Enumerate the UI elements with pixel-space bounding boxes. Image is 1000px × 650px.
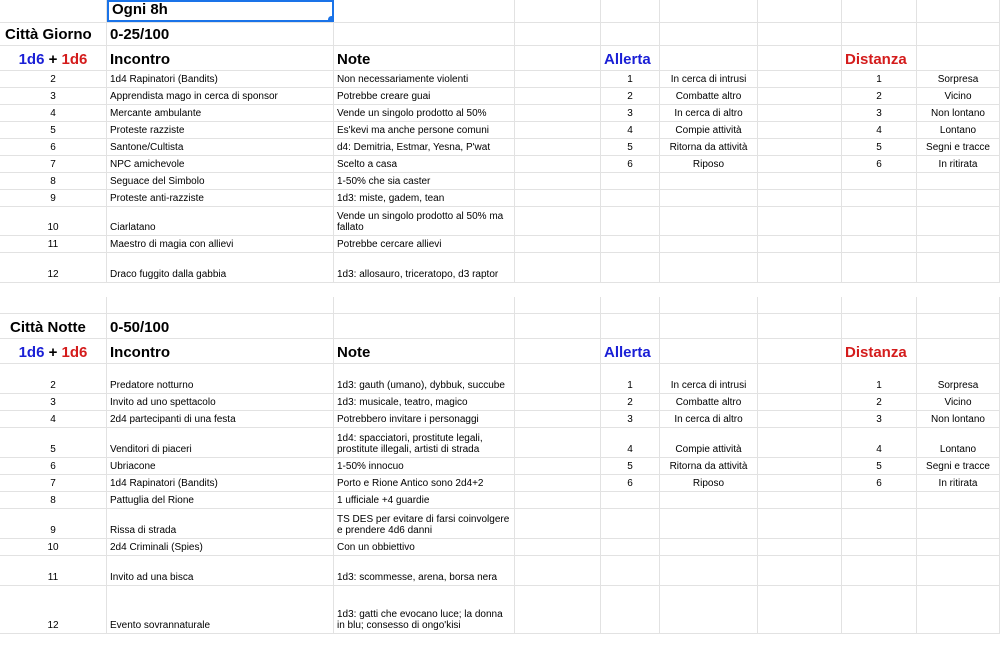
roll-cell[interactable]: 11 xyxy=(0,236,107,252)
cell[interactable] xyxy=(917,556,1000,585)
notes-header[interactable]: Note xyxy=(334,339,515,363)
distance-label-cell[interactable]: In ritirata xyxy=(917,156,1000,172)
cell[interactable] xyxy=(660,339,758,363)
alert-number-cell[interactable]: 1 xyxy=(601,71,660,87)
cell[interactable] xyxy=(515,339,601,363)
cell[interactable] xyxy=(515,71,601,87)
cell[interactable] xyxy=(758,475,842,491)
cell[interactable] xyxy=(917,46,1000,70)
cell[interactable] xyxy=(515,586,601,633)
table-row xyxy=(0,475,1000,492)
cell[interactable] xyxy=(601,539,660,555)
distance-number-cell[interactable]: 1 xyxy=(842,71,917,87)
cell[interactable] xyxy=(758,122,842,138)
table-row xyxy=(0,173,1000,190)
alert-label-cell[interactable]: In cerca di altro xyxy=(660,105,758,121)
roll-cell[interactable]: 6 xyxy=(0,139,107,155)
cell[interactable] xyxy=(0,297,107,313)
cell[interactable] xyxy=(758,428,842,457)
dice-plus: + xyxy=(48,51,58,68)
table-row xyxy=(0,556,1000,586)
roll-cell[interactable]: 8 xyxy=(0,173,107,189)
fill-handle[interactable] xyxy=(327,15,334,22)
alert-header[interactable]: Allerta xyxy=(601,339,660,363)
table-row xyxy=(0,539,1000,556)
cell[interactable] xyxy=(515,122,601,138)
distance-number-cell[interactable]: 4 xyxy=(842,122,917,138)
roll-cell[interactable]: 6 xyxy=(0,458,107,474)
note-cell[interactable]: 1 ufficiale +4 guardie xyxy=(334,492,515,508)
distance-label-cell[interactable]: Sorpresa xyxy=(917,364,1000,393)
distance-label-cell[interactable]: Sorpresa xyxy=(917,71,1000,87)
cell[interactable] xyxy=(758,556,842,585)
distance-number-cell[interactable]: 2 xyxy=(842,88,917,104)
note-cell[interactable]: 1-50% che sia caster xyxy=(334,173,515,189)
distance-label-cell[interactable]: Non lontano xyxy=(917,411,1000,427)
cell[interactable] xyxy=(515,190,601,206)
alert-label-cell[interactable]: Combatte altro xyxy=(660,394,758,410)
cell[interactable] xyxy=(660,173,758,189)
roll-cell[interactable]: 10 xyxy=(0,539,107,555)
encounter-cell[interactable]: Santone/Cultista xyxy=(107,139,334,155)
cell[interactable] xyxy=(601,509,660,538)
cell[interactable] xyxy=(515,539,601,555)
distance-label-cell[interactable]: Lontano xyxy=(917,428,1000,457)
roll-cell[interactable]: 12 xyxy=(0,253,107,282)
cell[interactable] xyxy=(758,46,842,70)
roll-cell[interactable]: 7 xyxy=(0,475,107,491)
alert-label-cell[interactable]: In cerca di altro xyxy=(660,411,758,427)
note-cell[interactable]: 1d3: gauth (umano), dybbuk, succube xyxy=(334,364,515,393)
cell[interactable] xyxy=(601,236,660,252)
cell[interactable] xyxy=(917,23,1000,45)
encounter-cell[interactable]: Proteste razziste xyxy=(107,122,334,138)
cell[interactable] xyxy=(515,458,601,474)
note-cell[interactable]: Potrebbero invitare i personaggi xyxy=(334,411,515,427)
dice-a: 1d6 xyxy=(18,51,45,68)
table-row xyxy=(0,428,1000,458)
dice-a: 1d6 xyxy=(18,344,45,361)
section-title[interactable]: Città Notte xyxy=(0,314,107,338)
cell[interactable] xyxy=(758,207,842,235)
note-cell[interactable]: 1d3: gatti che evocano luce; la donna in blu; consesso di ongo'kisi xyxy=(334,586,515,633)
cell[interactable] xyxy=(842,297,917,313)
table-row xyxy=(0,411,1000,428)
cell[interactable] xyxy=(758,71,842,87)
frequency-label: Ogni 8h xyxy=(112,1,168,18)
selected-cell-frequency[interactable] xyxy=(107,0,334,22)
note-cell[interactable]: 1-50% innocuo xyxy=(334,458,515,474)
table-row xyxy=(0,394,1000,411)
encounter-cell[interactable]: Ubriacone xyxy=(107,458,334,474)
cell[interactable] xyxy=(660,190,758,206)
dice-b: 1d6 xyxy=(61,51,88,68)
cell[interactable] xyxy=(601,207,660,235)
cell[interactable] xyxy=(758,23,842,45)
table-row xyxy=(0,88,1000,105)
distance-header[interactable]: Distanza xyxy=(842,46,917,70)
table-row xyxy=(0,122,1000,139)
cell[interactable] xyxy=(660,253,758,282)
cell[interactable] xyxy=(917,314,1000,338)
encounter-cell[interactable]: Seguace del Simbolo xyxy=(107,173,334,189)
roll-cell[interactable]: 3 xyxy=(0,88,107,104)
alert-number-cell[interactable]: 2 xyxy=(601,394,660,410)
cell[interactable] xyxy=(515,207,601,235)
cell[interactable] xyxy=(515,156,601,172)
cell[interactable] xyxy=(758,411,842,427)
cell[interactable] xyxy=(842,23,917,45)
roll-cell[interactable]: 4 xyxy=(0,411,107,427)
cell[interactable] xyxy=(0,0,107,22)
encounter-cell[interactable]: 1d4 Rapinatori (Bandits) xyxy=(107,71,334,87)
cell[interactable] xyxy=(601,173,660,189)
cell[interactable] xyxy=(758,190,842,206)
alert-number-cell[interactable]: 6 xyxy=(601,475,660,491)
note-cell[interactable]: 1d4: spacciatori, prostitute legali, prostitute illegali, artisti di strada xyxy=(334,428,515,457)
alert-label-cell[interactable]: Compie attività xyxy=(660,428,758,457)
cell[interactable] xyxy=(515,428,601,457)
encounter-header[interactable]: Incontro xyxy=(107,46,334,70)
roll-cell[interactable]: 9 xyxy=(0,509,107,538)
dice-plus: + xyxy=(48,344,58,361)
roll-cell[interactable]: 3 xyxy=(0,394,107,410)
cell[interactable] xyxy=(515,139,601,155)
cell[interactable] xyxy=(515,556,601,585)
distance-number-cell[interactable]: 3 xyxy=(842,105,917,121)
cell[interactable] xyxy=(758,236,842,252)
cell[interactable] xyxy=(758,0,842,22)
distance-label-cell[interactable]: Vicino xyxy=(917,88,1000,104)
alert-label-cell[interactable]: Compie attività xyxy=(660,122,758,138)
cell[interactable] xyxy=(758,539,842,555)
table-row xyxy=(0,492,1000,509)
section-title-row xyxy=(0,314,1000,339)
cell[interactable] xyxy=(660,0,758,22)
table-row xyxy=(0,71,1000,88)
cell[interactable] xyxy=(515,492,601,508)
cell[interactable] xyxy=(758,339,842,363)
encounter-cell[interactable]: Venditori di piaceri xyxy=(107,428,334,457)
cell[interactable] xyxy=(601,586,660,633)
roll-cell[interactable]: 5 xyxy=(0,122,107,138)
alert-number-cell[interactable]: 3 xyxy=(601,411,660,427)
note-cell[interactable]: TS DES per evitare di farsi coinvolgere e prendere 4d6 danni xyxy=(334,509,515,538)
roll-cell[interactable]: 10 xyxy=(0,207,107,235)
cell[interactable] xyxy=(515,394,601,410)
alert-label-cell[interactable]: In cerca di intrusi xyxy=(660,364,758,393)
roll-cell[interactable]: 7 xyxy=(0,156,107,172)
table-header-row xyxy=(0,46,1000,71)
distance-number-cell[interactable]: 1 xyxy=(842,364,917,393)
notes-header[interactable]: Note xyxy=(334,46,515,70)
cell[interactable] xyxy=(660,556,758,585)
cell[interactable] xyxy=(758,88,842,104)
distance-label-cell[interactable]: Vicino xyxy=(917,394,1000,410)
encounter-cell[interactable]: Pattuglia del Rione xyxy=(107,492,334,508)
cell[interactable] xyxy=(758,492,842,508)
table-row xyxy=(0,236,1000,253)
note-cell[interactable]: Scelto a casa xyxy=(334,156,515,172)
cell[interactable] xyxy=(758,314,842,338)
cell[interactable] xyxy=(917,173,1000,189)
note-cell[interactable]: Vende un singolo prodotto al 50% xyxy=(334,105,515,121)
cell[interactable] xyxy=(601,190,660,206)
cell[interactable] xyxy=(917,339,1000,363)
blank-row xyxy=(0,297,1000,314)
cell[interactable] xyxy=(660,314,758,338)
encounter-cell[interactable]: Rissa di strada xyxy=(107,509,334,538)
cell[interactable] xyxy=(917,0,1000,22)
cell[interactable] xyxy=(660,236,758,252)
cell[interactable] xyxy=(758,364,842,393)
cell[interactable] xyxy=(758,139,842,155)
cell[interactable] xyxy=(660,586,758,633)
dice-b: 1d6 xyxy=(61,344,88,361)
distance-header[interactable]: Distanza xyxy=(842,339,917,363)
cell[interactable] xyxy=(515,314,601,338)
cell[interactable] xyxy=(842,190,917,206)
cell[interactable] xyxy=(758,509,842,538)
note-cell[interactable]: Es'kevi ma anche persone comuni xyxy=(334,122,515,138)
encounter-cell[interactable]: 2d4 Criminali (Spies) xyxy=(107,539,334,555)
cell[interactable] xyxy=(842,556,917,585)
encounter-cell[interactable]: Proteste anti-razziste xyxy=(107,190,334,206)
cell[interactable] xyxy=(515,509,601,538)
cell[interactable] xyxy=(601,253,660,282)
encounter-cell[interactable]: Maestro di magia con allievi xyxy=(107,236,334,252)
encounter-cell[interactable]: Draco fuggito dalla gabbia xyxy=(107,253,334,282)
alert-number-cell[interactable]: 5 xyxy=(601,139,660,155)
cell[interactable] xyxy=(917,297,1000,313)
table-row xyxy=(0,586,1000,634)
cell[interactable] xyxy=(758,458,842,474)
note-cell[interactable]: Potrebbe cercare allievi xyxy=(334,236,515,252)
section-range[interactable]: 0-25/100 xyxy=(107,23,334,45)
encounter-header[interactable]: Incontro xyxy=(107,339,334,363)
encounter-cell[interactable]: NPC amichevole xyxy=(107,156,334,172)
cell[interactable] xyxy=(601,314,660,338)
table-row xyxy=(0,207,1000,236)
roll-cell[interactable]: 4 xyxy=(0,105,107,121)
alert-number-cell[interactable]: 4 xyxy=(601,122,660,138)
note-cell[interactable]: 1d3: musicale, teatro, magico xyxy=(334,394,515,410)
alert-header[interactable]: Allerta xyxy=(601,46,660,70)
encounter-cell[interactable]: Invito ad una bisca xyxy=(107,556,334,585)
cell[interactable] xyxy=(842,253,917,282)
encounter-cell[interactable]: 2d4 partecipanti di una festa xyxy=(107,411,334,427)
note-cell[interactable]: Con un obbiettivo xyxy=(334,539,515,555)
cell[interactable] xyxy=(601,556,660,585)
dice-header[interactable] xyxy=(0,339,107,363)
alert-number-cell[interactable]: 3 xyxy=(601,105,660,121)
cell[interactable] xyxy=(758,297,842,313)
distance-number-cell[interactable]: 2 xyxy=(842,394,917,410)
alert-label-cell[interactable]: Ritorna da attività xyxy=(660,139,758,155)
cell[interactable] xyxy=(601,23,660,45)
roll-cell[interactable]: 11 xyxy=(0,556,107,585)
alert-number-cell[interactable]: 1 xyxy=(601,364,660,393)
section-title-row xyxy=(0,23,1000,46)
cell[interactable] xyxy=(515,88,601,104)
alert-number-cell[interactable]: 4 xyxy=(601,428,660,457)
cell[interactable] xyxy=(758,173,842,189)
cell[interactable] xyxy=(917,509,1000,538)
table-row xyxy=(0,156,1000,173)
cell[interactable] xyxy=(842,0,917,22)
encounter-cell[interactable]: 1d4 Rapinatori (Bandits) xyxy=(107,475,334,491)
table-row xyxy=(0,139,1000,156)
alert-label-cell[interactable]: Ritorna da attività xyxy=(660,458,758,474)
note-cell[interactable]: 1d3: allosauro, triceratopo, d3 raptor xyxy=(334,253,515,282)
roll-cell[interactable]: 8 xyxy=(0,492,107,508)
cell[interactable] xyxy=(660,539,758,555)
encounter-cell[interactable]: Mercante ambulante xyxy=(107,105,334,121)
cell[interactable] xyxy=(842,173,917,189)
encounter-cell[interactable]: Ciarlatano xyxy=(107,207,334,235)
encounter-cell[interactable]: Apprendista mago in cerca di sponsor xyxy=(107,88,334,104)
cell[interactable] xyxy=(515,364,601,393)
cell[interactable] xyxy=(515,105,601,121)
cell[interactable] xyxy=(660,46,758,70)
cell[interactable] xyxy=(601,0,660,22)
cell[interactable] xyxy=(758,586,842,633)
cell[interactable] xyxy=(842,492,917,508)
note-cell[interactable]: d4: Demitria, Estmar, Yesna, P'wat xyxy=(334,139,515,155)
distance-number-cell[interactable]: 6 xyxy=(842,475,917,491)
cell[interactable] xyxy=(917,236,1000,252)
cell[interactable] xyxy=(842,586,917,633)
note-cell[interactable]: 1d3: scommesse, arena, borsa nera xyxy=(334,556,515,585)
alert-number-cell[interactable]: 6 xyxy=(601,156,660,172)
distance-number-cell[interactable]: 3 xyxy=(842,411,917,427)
cell[interactable] xyxy=(917,207,1000,235)
alert-number-cell[interactable]: 2 xyxy=(601,88,660,104)
distance-label-cell[interactable]: Lontano xyxy=(917,122,1000,138)
cell[interactable] xyxy=(515,0,601,22)
distance-number-cell[interactable]: 5 xyxy=(842,458,917,474)
table-row xyxy=(0,364,1000,394)
cell[interactable] xyxy=(917,253,1000,282)
cell[interactable] xyxy=(758,105,842,121)
dice-header[interactable] xyxy=(0,46,107,70)
distance-label-cell[interactable]: Segni e tracce xyxy=(917,139,1000,155)
cell[interactable] xyxy=(601,297,660,313)
cell[interactable] xyxy=(758,253,842,282)
cell[interactable] xyxy=(515,297,601,313)
cell[interactable] xyxy=(758,394,842,410)
cell[interactable] xyxy=(107,297,334,313)
cell[interactable] xyxy=(842,314,917,338)
cell[interactable] xyxy=(842,539,917,555)
cell[interactable] xyxy=(660,492,758,508)
distance-label-cell[interactable]: Non lontano xyxy=(917,105,1000,121)
cell[interactable] xyxy=(334,297,515,313)
table-row xyxy=(0,253,1000,283)
cell[interactable] xyxy=(758,156,842,172)
cell[interactable] xyxy=(917,586,1000,633)
note-cell[interactable]: 1d3: miste, gadem, tean xyxy=(334,190,515,206)
table-row xyxy=(0,458,1000,475)
cell[interactable] xyxy=(515,411,601,427)
distance-label-cell[interactable]: Segni e tracce xyxy=(917,458,1000,474)
cell[interactable] xyxy=(917,539,1000,555)
cell[interactable] xyxy=(917,492,1000,508)
cell[interactable] xyxy=(334,0,515,22)
cell[interactable] xyxy=(515,46,601,70)
encounter-cell[interactable]: Evento sovrannaturale xyxy=(107,586,334,633)
cell[interactable] xyxy=(917,190,1000,206)
cell[interactable] xyxy=(515,236,601,252)
note-cell[interactable]: Non necessariamente violenti xyxy=(334,71,515,87)
cell[interactable] xyxy=(515,253,601,282)
cell[interactable] xyxy=(515,475,601,491)
cell[interactable] xyxy=(515,23,601,45)
table-row xyxy=(0,190,1000,207)
roll-cell[interactable]: 9 xyxy=(0,190,107,206)
table-row xyxy=(0,509,1000,539)
alert-label-cell[interactable]: Riposo xyxy=(660,156,758,172)
cell[interactable] xyxy=(601,492,660,508)
alert-label-cell[interactable]: Riposo xyxy=(660,475,758,491)
cell[interactable] xyxy=(842,509,917,538)
roll-cell[interactable]: 5 xyxy=(0,428,107,457)
cell[interactable] xyxy=(334,23,515,45)
distance-number-cell[interactable]: 6 xyxy=(842,156,917,172)
distance-number-cell[interactable]: 5 xyxy=(842,139,917,155)
roll-cell[interactable]: 2 xyxy=(0,71,107,87)
cell[interactable] xyxy=(660,23,758,45)
cell[interactable] xyxy=(842,236,917,252)
note-cell[interactable]: Potrebbe creare guai xyxy=(334,88,515,104)
note-cell[interactable]: Porto e Rione Antico sono 2d4+2 xyxy=(334,475,515,491)
alert-label-cell[interactable]: Combatte altro xyxy=(660,88,758,104)
encounter-cell[interactable]: Invito ad uno spettacolo xyxy=(107,394,334,410)
section-title[interactable]: Città Giorno xyxy=(0,23,107,45)
roll-cell[interactable]: 12 xyxy=(0,586,107,633)
table-row xyxy=(0,105,1000,122)
sheet-row xyxy=(0,0,1000,23)
roll-cell[interactable]: 2 xyxy=(0,364,107,393)
encounter-cell[interactable]: Predatore notturno xyxy=(107,364,334,393)
alert-label-cell[interactable]: In cerca di intrusi xyxy=(660,71,758,87)
cell[interactable] xyxy=(660,207,758,235)
distance-number-cell[interactable]: 4 xyxy=(842,428,917,457)
note-cell[interactable]: Vende un singolo prodotto al 50% ma fallato xyxy=(334,207,515,235)
table-header-row xyxy=(0,339,1000,364)
cell[interactable] xyxy=(660,297,758,313)
cell[interactable] xyxy=(515,173,601,189)
cell[interactable] xyxy=(842,207,917,235)
section-range[interactable]: 0-50/100 xyxy=(107,314,334,338)
cell[interactable] xyxy=(334,314,515,338)
cell[interactable] xyxy=(660,509,758,538)
alert-number-cell[interactable]: 5 xyxy=(601,458,660,474)
distance-label-cell[interactable]: In ritirata xyxy=(917,475,1000,491)
